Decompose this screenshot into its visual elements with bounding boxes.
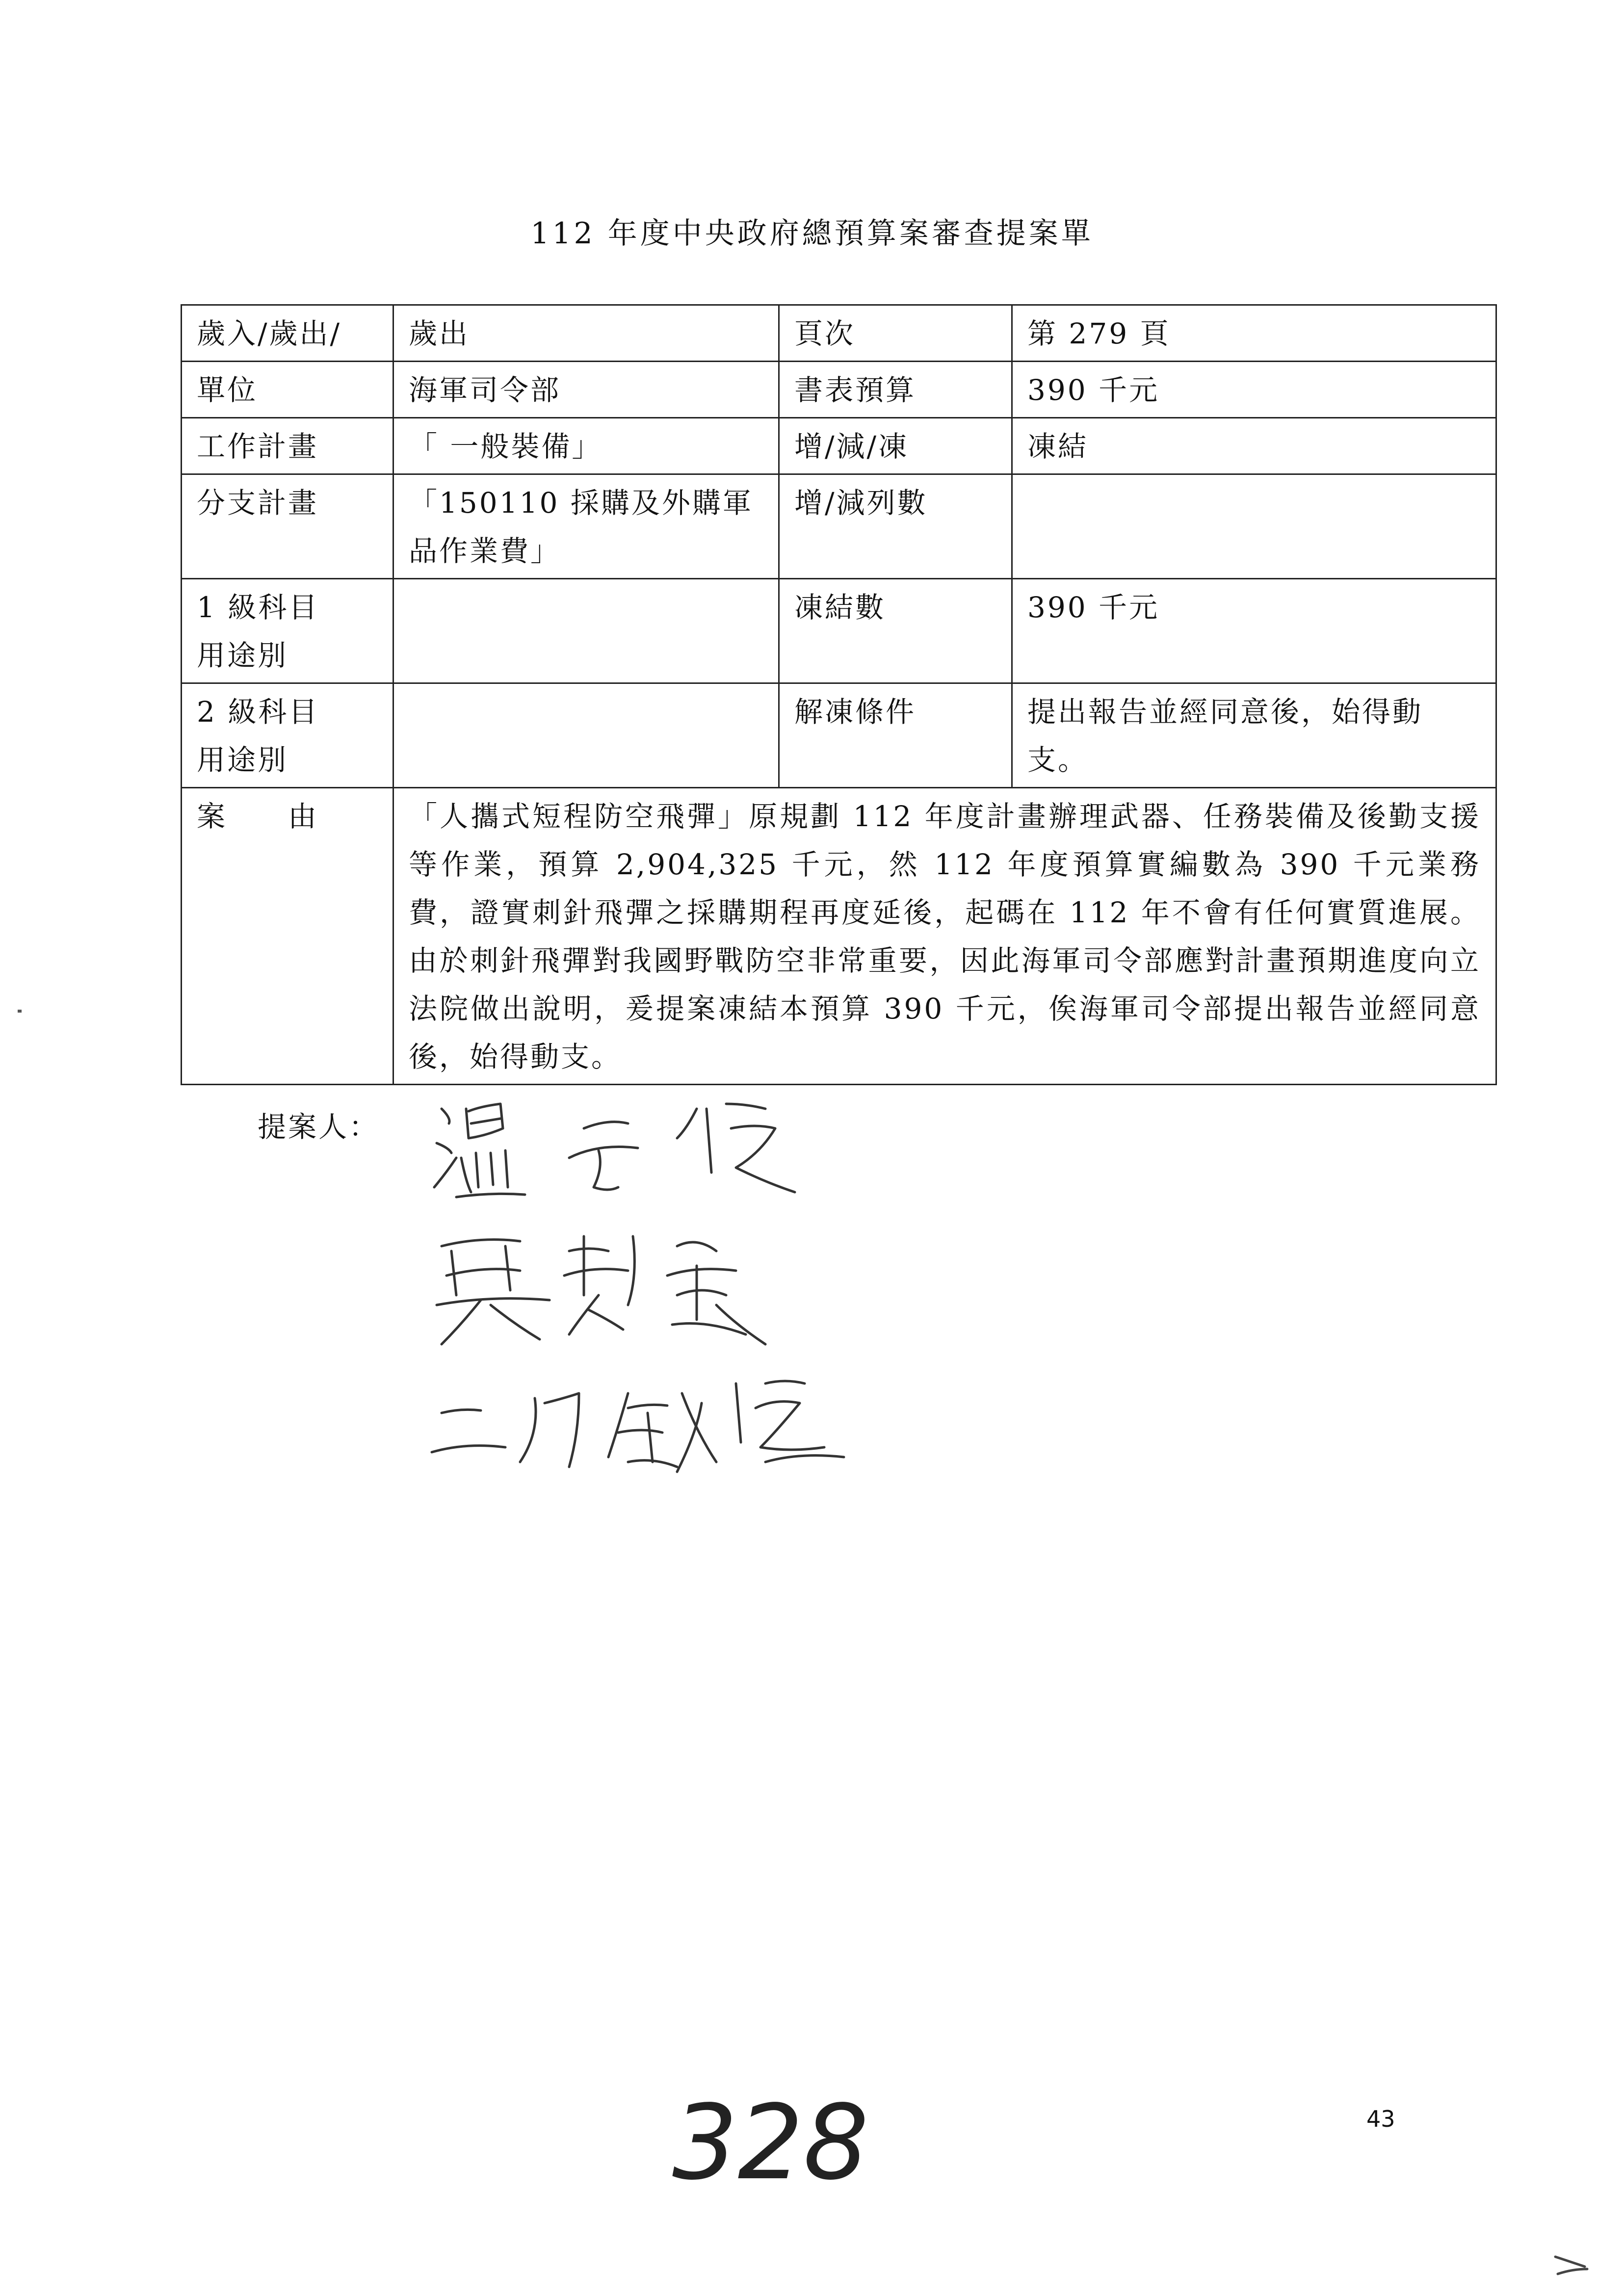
field-value: 第 279 頁 — [1012, 305, 1496, 362]
field-value: 「150110 採購及外購軍品作業費」 — [393, 474, 779, 579]
table-row — [182, 474, 1496, 579]
reason-text: 「人攜式短程防空飛彈」原規劃 112 年度計畫辦理武器、任務裝備及後勤支援等作業，預算 2,904,325 千元，然 112 年度預算實編數為 390 千元業務費，證實刺針飛彈之採購期程再度延後，起碼在 112 年不會有任何實質進展。由於刺針飛彈對我國野戰防空非常重要，因此海軍司令部應對計畫預期進度向立法院做出說明，爰提案凍結本預算 390 千元，俟海軍司令部提出報告並經同意後，始得動支。 — [393, 788, 1496, 1085]
field-value — [393, 683, 779, 788]
svg-text:328: 328 — [672, 2083, 869, 2198]
field-value: 提出報告並經同意後，始得動支。 — [1012, 683, 1496, 788]
table-row — [182, 683, 1496, 788]
field-label: 單位 — [182, 362, 393, 418]
table-row — [182, 305, 1496, 362]
field-label: 歲入/歲出/ — [182, 305, 393, 362]
field-label: 凍結數 — [779, 579, 1012, 683]
table-row-reason — [182, 788, 1496, 1085]
field-label: 2 級科目 用途別 — [182, 683, 393, 788]
handwritten-page-number — [667, 2080, 873, 2198]
handwritten-signatures — [422, 1089, 903, 1531]
field-value: 390 千元 — [1012, 362, 1496, 418]
field-value: 凍結 — [1012, 418, 1496, 474]
document-title: 112 年度中央政府總預算案審查提案單 — [530, 216, 1094, 251]
field-label: 頁次 — [779, 305, 1012, 362]
field-value: 歲出 — [393, 305, 779, 362]
field-label: 增/減列數 — [779, 474, 1012, 579]
field-value — [393, 579, 779, 683]
page-number: 43 — [1366, 2106, 1395, 2132]
field-label: 書表預算 — [779, 362, 1012, 418]
field-label: 分支計畫 — [182, 474, 393, 579]
field-value: 390 千元 — [1012, 579, 1496, 683]
field-value: 海軍司令部 — [393, 362, 779, 418]
proposal-form-table — [181, 304, 1497, 1085]
table-row — [182, 418, 1496, 474]
field-value: 「 一般裝備」 — [393, 418, 779, 474]
field-label: 工作計畫 — [182, 418, 393, 474]
field-value — [1012, 474, 1496, 579]
table-row — [182, 579, 1496, 683]
field-label: 增/減/凍 — [779, 418, 1012, 474]
table-row — [182, 362, 1496, 418]
reason-label: 案 由 — [182, 788, 393, 1085]
field-label: 1 級科目 用途別 — [182, 579, 393, 683]
corner-scan-mark — [1550, 2247, 1595, 2281]
field-label: 解凍條件 — [779, 683, 1012, 788]
proposer-label: 提案人： — [258, 1110, 380, 1144]
scan-speck — [18, 1010, 22, 1013]
